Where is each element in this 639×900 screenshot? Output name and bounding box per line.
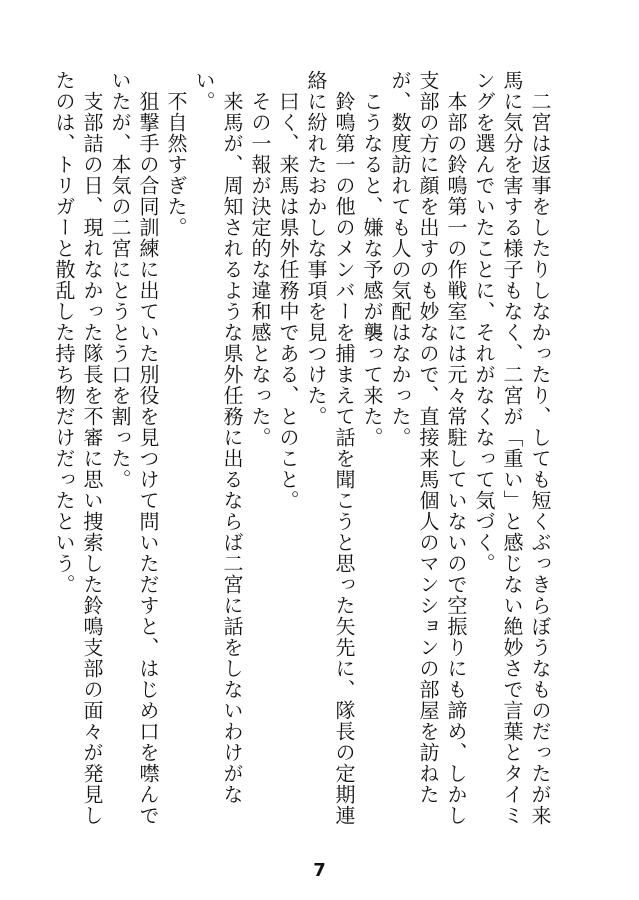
paragraph: 曰く、来馬は県外任務中である、とのこと。 bbox=[276, 70, 300, 511]
paragraph: 不自然すぎた。 bbox=[164, 70, 188, 238]
paragraph: 鈴鳴第一の他のメンバーを捕まえて話を聞こうと思った矢先に、隊長の定期連絡に紛れたおかしな事項を見つけた。 bbox=[304, 70, 356, 826]
paragraph: その一報が決定的な違和感となった。 bbox=[248, 70, 272, 448]
paragraph: 支部詰の日、現れなかった隊長を不審に思い捜索した鈴鳴支部の面々が発見したのは、トリガーと散乱した持ち物だけだったという。 bbox=[52, 70, 104, 826]
paragraph: こうなると、嫌な予感が襲って来た。 bbox=[360, 70, 384, 448]
paragraph: 本部の鈴鳴第一の作戦室には元々常駐していないので空振りにも諦め、しかし支部の方に顔を出すのも妙なので、直接来馬個人のマンションの部屋を訪ねたが、数度訪れても人の気配はなかった。 bbox=[388, 70, 468, 826]
paragraph: 狙撃手の合同訓練に出ていた別役を見つけて問いただすと、はじめ口を噤んでいたが、本気の二宮にとうとう口を割った。 bbox=[108, 70, 160, 826]
page-number: 7 bbox=[313, 860, 326, 881]
paragraph: 来馬が、周知されるような県外任務に出るならば二宮に話をしないわけがない。 bbox=[192, 70, 244, 805]
vertical-text-body bbox=[52, 70, 554, 830]
paragraph: 二宮は返事をしたりしなかったり、しても短くぶっきらぼうなものだったが来馬に気分を害する様子もなく、二宮が「重い」と感じない絶妙さで言葉とタイミングを選んでいたことに、それがなくなって気づく。 bbox=[472, 70, 552, 826]
